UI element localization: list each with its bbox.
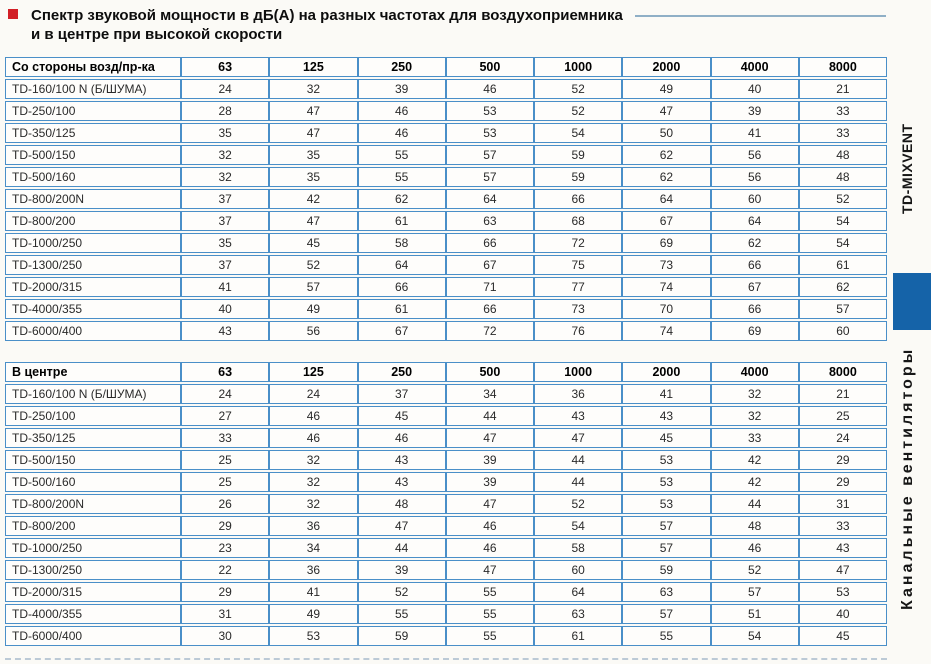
freq-header-cell: 1000 <box>534 362 622 382</box>
value-cell: 53 <box>446 101 534 121</box>
value-cell: 57 <box>446 145 534 165</box>
value-cell: 55 <box>446 582 534 602</box>
freq-header-cell: 500 <box>446 362 534 382</box>
value-cell: 47 <box>269 211 357 231</box>
value-cell: 54 <box>534 123 622 143</box>
model-cell: TD-350/125 <box>5 428 181 448</box>
value-cell: 53 <box>622 450 710 470</box>
value-cell: 41 <box>622 384 710 404</box>
value-cell: 62 <box>622 145 710 165</box>
value-cell: 42 <box>269 189 357 209</box>
freq-header-cell: 125 <box>269 362 357 382</box>
value-cell: 46 <box>446 516 534 536</box>
value-cell: 44 <box>711 494 799 514</box>
value-cell: 44 <box>446 406 534 426</box>
value-cell: 73 <box>534 299 622 319</box>
value-cell: 51 <box>711 604 799 624</box>
value-cell: 37 <box>358 384 446 404</box>
value-cell: 32 <box>269 450 357 470</box>
table-row <box>5 167 887 187</box>
value-cell: 54 <box>799 233 887 253</box>
model-cell: TD-160/100 N (Б/ШУМА) <box>5 384 181 404</box>
value-cell: 61 <box>799 255 887 275</box>
value-cell: 45 <box>799 626 887 646</box>
value-cell: 32 <box>269 472 357 492</box>
table-row <box>5 428 887 448</box>
value-cell: 72 <box>534 233 622 253</box>
table-row <box>5 277 887 297</box>
value-cell: 44 <box>534 472 622 492</box>
value-cell: 40 <box>799 604 887 624</box>
value-cell: 44 <box>534 450 622 470</box>
value-cell: 34 <box>269 538 357 558</box>
table-row <box>5 384 887 404</box>
table-center <box>5 360 887 648</box>
model-cell: TD-6000/400 <box>5 321 181 341</box>
freq-header-cell: 1000 <box>534 57 622 77</box>
value-cell: 57 <box>622 604 710 624</box>
table-row <box>5 626 887 646</box>
value-cell: 35 <box>181 123 269 143</box>
value-cell: 66 <box>711 299 799 319</box>
value-cell: 63 <box>534 604 622 624</box>
freq-header-cell: 2000 <box>622 362 710 382</box>
value-cell: 59 <box>534 167 622 187</box>
value-cell: 32 <box>711 384 799 404</box>
value-cell: 43 <box>622 406 710 426</box>
value-cell: 24 <box>181 384 269 404</box>
model-cell: TD-6000/400 <box>5 626 181 646</box>
freq-header-cell: 8000 <box>799 362 887 382</box>
value-cell: 41 <box>181 277 269 297</box>
value-cell: 70 <box>622 299 710 319</box>
freq-header-cell: 2000 <box>622 57 710 77</box>
value-cell: 48 <box>799 167 887 187</box>
value-cell: 50 <box>622 123 710 143</box>
table-corner-label: В центре <box>5 362 181 382</box>
value-cell: 46 <box>358 101 446 121</box>
value-cell: 46 <box>446 538 534 558</box>
value-cell: 49 <box>622 79 710 99</box>
value-cell: 41 <box>269 582 357 602</box>
value-cell: 62 <box>799 277 887 297</box>
value-cell: 55 <box>358 145 446 165</box>
model-cell: TD-350/125 <box>5 123 181 143</box>
value-cell: 24 <box>269 384 357 404</box>
value-cell: 64 <box>711 211 799 231</box>
table-row <box>5 255 887 275</box>
value-cell: 53 <box>622 494 710 514</box>
value-cell: 58 <box>534 538 622 558</box>
value-cell: 55 <box>358 604 446 624</box>
value-cell: 42 <box>711 450 799 470</box>
value-cell: 61 <box>534 626 622 646</box>
value-cell: 43 <box>181 321 269 341</box>
value-cell: 67 <box>711 277 799 297</box>
value-cell: 55 <box>446 604 534 624</box>
value-cell: 24 <box>799 428 887 448</box>
value-cell: 53 <box>269 626 357 646</box>
value-cell: 53 <box>799 582 887 602</box>
page-title-line2: и в центре при высокой скорости <box>31 26 283 43</box>
value-cell: 67 <box>358 321 446 341</box>
value-cell: 39 <box>358 79 446 99</box>
value-cell: 45 <box>269 233 357 253</box>
value-cell: 66 <box>711 255 799 275</box>
freq-header-cell: 4000 <box>711 57 799 77</box>
value-cell: 55 <box>358 167 446 187</box>
bottom-divider <box>5 658 887 660</box>
value-cell: 21 <box>799 79 887 99</box>
value-cell: 48 <box>711 516 799 536</box>
value-cell: 40 <box>711 79 799 99</box>
value-cell: 67 <box>622 211 710 231</box>
model-cell: TD-160/100 N (Б/ШУМА) <box>5 79 181 99</box>
section-bullet-icon <box>8 9 18 19</box>
table-row <box>5 211 887 231</box>
value-cell: 64 <box>358 255 446 275</box>
value-cell: 54 <box>799 211 887 231</box>
value-cell: 29 <box>799 472 887 492</box>
sidebar-section-marker <box>893 273 931 330</box>
value-cell: 39 <box>446 450 534 470</box>
value-cell: 33 <box>799 516 887 536</box>
value-cell: 36 <box>534 384 622 404</box>
value-cell: 52 <box>534 79 622 99</box>
table-row <box>5 406 887 426</box>
value-cell: 42 <box>711 472 799 492</box>
value-cell: 39 <box>711 101 799 121</box>
value-cell: 28 <box>181 101 269 121</box>
value-cell: 57 <box>622 538 710 558</box>
value-cell: 41 <box>711 123 799 143</box>
value-cell: 64 <box>622 189 710 209</box>
model-cell: TD-800/200N <box>5 189 181 209</box>
value-cell: 55 <box>446 626 534 646</box>
value-cell: 32 <box>181 167 269 187</box>
value-cell: 24 <box>181 79 269 99</box>
value-cell: 33 <box>711 428 799 448</box>
value-cell: 39 <box>446 472 534 492</box>
value-cell: 74 <box>622 277 710 297</box>
value-cell: 62 <box>358 189 446 209</box>
value-cell: 30 <box>181 626 269 646</box>
value-cell: 63 <box>622 582 710 602</box>
value-cell: 35 <box>269 145 357 165</box>
table-row <box>5 189 887 209</box>
table-row <box>5 299 887 319</box>
model-cell: TD-500/160 <box>5 472 181 492</box>
freq-header-cell: 8000 <box>799 57 887 77</box>
model-cell: TD-1300/250 <box>5 560 181 580</box>
value-cell: 68 <box>534 211 622 231</box>
value-cell: 64 <box>534 582 622 602</box>
value-cell: 76 <box>534 321 622 341</box>
model-cell: TD-800/200 <box>5 516 181 536</box>
value-cell: 46 <box>358 428 446 448</box>
value-cell: 73 <box>622 255 710 275</box>
table-row <box>5 450 887 470</box>
value-cell: 67 <box>446 255 534 275</box>
value-cell: 62 <box>711 233 799 253</box>
value-cell: 23 <box>181 538 269 558</box>
value-cell: 56 <box>711 145 799 165</box>
value-cell: 54 <box>711 626 799 646</box>
table-row <box>5 233 887 253</box>
value-cell: 47 <box>446 428 534 448</box>
sidebar-category-label: Канальные вентиляторы <box>899 346 916 610</box>
value-cell: 25 <box>181 472 269 492</box>
model-cell: TD-250/100 <box>5 101 181 121</box>
value-cell: 32 <box>181 145 269 165</box>
model-cell: TD-4000/355 <box>5 299 181 319</box>
value-cell: 57 <box>711 582 799 602</box>
value-cell: 69 <box>622 233 710 253</box>
model-cell: TD-2000/315 <box>5 277 181 297</box>
value-cell: 32 <box>711 406 799 426</box>
table-row <box>5 538 887 558</box>
value-cell: 25 <box>181 450 269 470</box>
page-title <box>31 6 886 44</box>
value-cell: 64 <box>446 189 534 209</box>
value-cell: 71 <box>446 277 534 297</box>
value-cell: 66 <box>446 233 534 253</box>
table-header-row <box>5 57 887 77</box>
value-cell: 61 <box>358 211 446 231</box>
value-cell: 32 <box>269 494 357 514</box>
model-cell: TD-4000/355 <box>5 604 181 624</box>
value-cell: 69 <box>711 321 799 341</box>
table-inlet-side <box>5 55 887 343</box>
model-cell: TD-1000/250 <box>5 538 181 558</box>
value-cell: 31 <box>181 604 269 624</box>
value-cell: 60 <box>534 560 622 580</box>
value-cell: 60 <box>711 189 799 209</box>
value-cell: 46 <box>711 538 799 558</box>
model-cell: TD-800/200N <box>5 494 181 514</box>
value-cell: 49 <box>269 299 357 319</box>
value-cell: 52 <box>534 101 622 121</box>
table-row <box>5 101 887 121</box>
table-row <box>5 582 887 602</box>
value-cell: 37 <box>181 211 269 231</box>
value-cell: 22 <box>181 560 269 580</box>
value-cell: 35 <box>269 167 357 187</box>
value-cell: 52 <box>711 560 799 580</box>
freq-header-cell: 4000 <box>711 362 799 382</box>
value-cell: 58 <box>358 233 446 253</box>
value-cell: 57 <box>799 299 887 319</box>
value-cell: 35 <box>181 233 269 253</box>
section-title <box>8 6 886 44</box>
freq-header-cell: 125 <box>269 57 357 77</box>
value-cell: 27 <box>181 406 269 426</box>
value-cell: 29 <box>181 582 269 602</box>
value-cell: 26 <box>181 494 269 514</box>
value-cell: 66 <box>534 189 622 209</box>
table-header-row <box>5 362 887 382</box>
value-cell: 53 <box>622 472 710 492</box>
value-cell: 46 <box>269 428 357 448</box>
value-cell: 36 <box>269 560 357 580</box>
value-cell: 55 <box>622 626 710 646</box>
value-cell: 46 <box>358 123 446 143</box>
model-cell: TD-2000/315 <box>5 582 181 602</box>
model-cell: TD-1300/250 <box>5 255 181 275</box>
table-corner-label: Со стороны возд/пр-ка <box>5 57 181 77</box>
value-cell: 39 <box>358 560 446 580</box>
value-cell: 57 <box>269 277 357 297</box>
value-cell: 43 <box>358 472 446 492</box>
value-cell: 46 <box>269 406 357 426</box>
value-cell: 52 <box>799 189 887 209</box>
model-cell: TD-500/160 <box>5 167 181 187</box>
value-cell: 37 <box>181 255 269 275</box>
value-cell: 52 <box>269 255 357 275</box>
value-cell: 47 <box>799 560 887 580</box>
value-cell: 47 <box>622 101 710 121</box>
value-cell: 59 <box>622 560 710 580</box>
value-cell: 43 <box>534 406 622 426</box>
value-cell: 31 <box>799 494 887 514</box>
value-cell: 48 <box>358 494 446 514</box>
value-cell: 47 <box>269 123 357 143</box>
model-cell: TD-500/150 <box>5 145 181 165</box>
table-row <box>5 321 887 341</box>
value-cell: 47 <box>534 428 622 448</box>
page-title-line1: Спектр звуковой мощности в дБ(А) на разных частотах для воздухоприемника <box>31 7 623 24</box>
value-cell: 36 <box>269 516 357 536</box>
freq-header-cell: 250 <box>358 57 446 77</box>
model-cell: TD-800/200 <box>5 211 181 231</box>
model-cell: TD-1000/250 <box>5 233 181 253</box>
value-cell: 40 <box>181 299 269 319</box>
value-cell: 66 <box>358 277 446 297</box>
value-cell: 32 <box>269 79 357 99</box>
value-cell: 29 <box>799 450 887 470</box>
value-cell: 49 <box>269 604 357 624</box>
value-cell: 59 <box>534 145 622 165</box>
value-cell: 33 <box>799 101 887 121</box>
value-cell: 46 <box>446 79 534 99</box>
table-row <box>5 516 887 536</box>
value-cell: 21 <box>799 384 887 404</box>
table-row <box>5 560 887 580</box>
value-cell: 57 <box>622 516 710 536</box>
value-cell: 56 <box>269 321 357 341</box>
value-cell: 72 <box>446 321 534 341</box>
value-cell: 60 <box>799 321 887 341</box>
value-cell: 25 <box>799 406 887 426</box>
value-cell: 52 <box>534 494 622 514</box>
table-row <box>5 79 887 99</box>
value-cell: 59 <box>358 626 446 646</box>
value-cell: 47 <box>358 516 446 536</box>
value-cell: 66 <box>446 299 534 319</box>
value-cell: 33 <box>799 123 887 143</box>
freq-header-cell: 500 <box>446 57 534 77</box>
model-cell: TD-500/150 <box>5 450 181 470</box>
value-cell: 47 <box>446 560 534 580</box>
freq-header-cell: 250 <box>358 362 446 382</box>
table-row <box>5 123 887 143</box>
value-cell: 29 <box>181 516 269 536</box>
value-cell: 63 <box>446 211 534 231</box>
table-row <box>5 145 887 165</box>
value-cell: 57 <box>446 167 534 187</box>
table-row <box>5 472 887 492</box>
freq-header-cell: 63 <box>181 362 269 382</box>
value-cell: 52 <box>358 582 446 602</box>
value-cell: 45 <box>358 406 446 426</box>
value-cell: 54 <box>534 516 622 536</box>
title-rule-line <box>635 15 886 17</box>
freq-header-cell: 63 <box>181 57 269 77</box>
value-cell: 62 <box>622 167 710 187</box>
value-cell: 34 <box>446 384 534 404</box>
value-cell: 33 <box>181 428 269 448</box>
table-row <box>5 604 887 624</box>
table-row <box>5 494 887 514</box>
value-cell: 45 <box>622 428 710 448</box>
value-cell: 44 <box>358 538 446 558</box>
value-cell: 43 <box>358 450 446 470</box>
sidebar-series-label: TD-MIXVENT <box>899 123 915 215</box>
value-cell: 47 <box>446 494 534 514</box>
value-cell: 77 <box>534 277 622 297</box>
value-cell: 61 <box>358 299 446 319</box>
value-cell: 47 <box>269 101 357 121</box>
value-cell: 43 <box>799 538 887 558</box>
value-cell: 37 <box>181 189 269 209</box>
value-cell: 74 <box>622 321 710 341</box>
value-cell: 48 <box>799 145 887 165</box>
model-cell: TD-250/100 <box>5 406 181 426</box>
value-cell: 56 <box>711 167 799 187</box>
value-cell: 75 <box>534 255 622 275</box>
value-cell: 53 <box>446 123 534 143</box>
